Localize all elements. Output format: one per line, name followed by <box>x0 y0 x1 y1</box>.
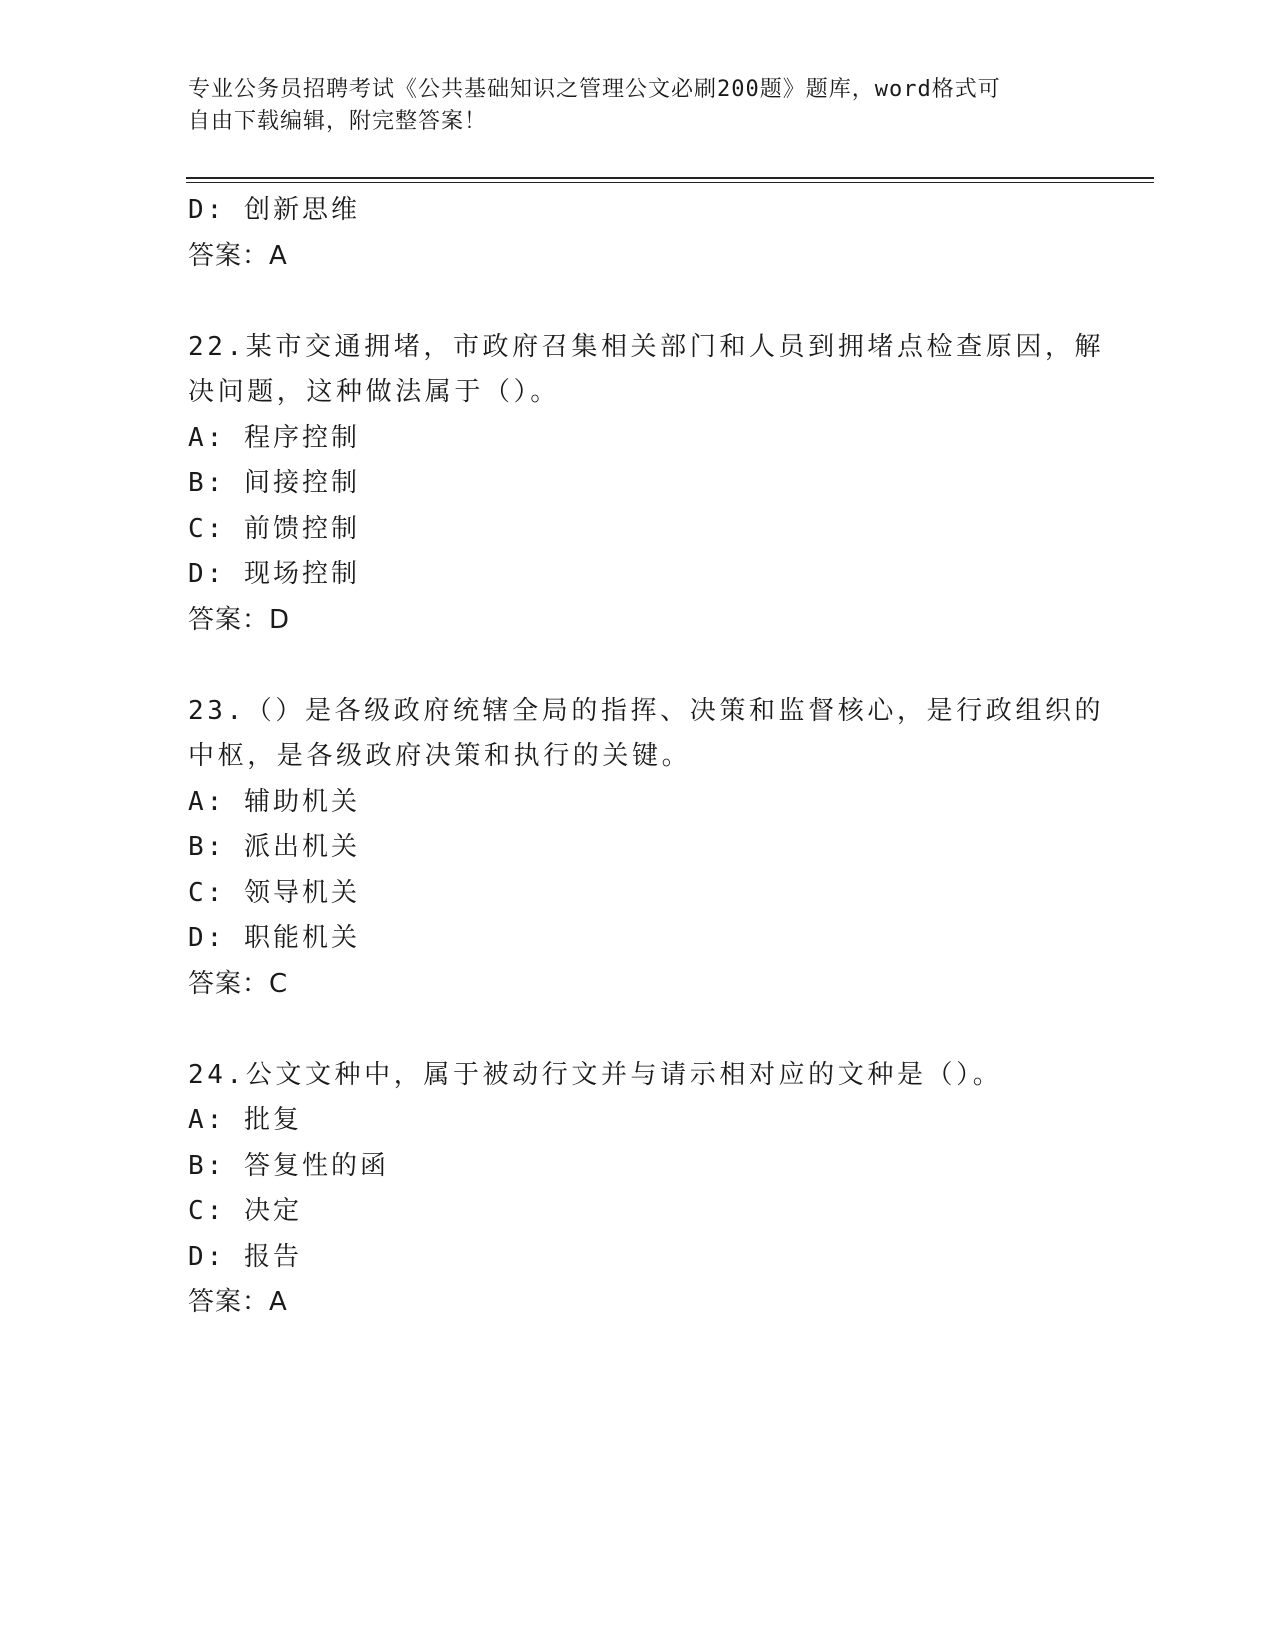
option-d: D: 报告 <box>188 1241 302 1272</box>
answer-line: 答案：A <box>188 240 288 271</box>
spacer <box>188 643 1088 689</box>
option-b: B: 答复性的函 <box>188 1150 389 1181</box>
page-header <box>188 74 1068 138</box>
option-d: D: 创新思维 <box>188 195 360 225</box>
option-a: A: 辅助机关 <box>188 786 360 817</box>
option-b: B: 间接控制 <box>188 468 360 498</box>
header-divider-thick <box>186 177 1154 179</box>
option-a: A: 批复 <box>188 1105 302 1135</box>
question-stem-continued: 中枢，是各级政府决策和执行的关键。 <box>188 741 692 771</box>
question-stem-continued: 决问题，这种做法属于（）。 <box>188 377 560 407</box>
question-23 <box>188 689 1105 1008</box>
option-c: C: 决定 <box>188 1196 302 1226</box>
question-stem: 24.公文文种中，属于被动行文并与请示相对应的文种是（）。 <box>188 1059 1003 1090</box>
answer-line: 答案：D <box>188 604 291 635</box>
spacer <box>188 279 1088 325</box>
option-b: B: 派出机关 <box>188 832 360 862</box>
header-divider-thin <box>186 182 1154 183</box>
option-d: D: 职能机关 <box>188 923 360 953</box>
answer-line: 答案：A <box>188 1287 288 1317</box>
question-22 <box>188 325 1105 644</box>
header-title-line-1: 专业公务员招聘考试《公共基础知识之管理公文必刷200题》题库，word格式可 <box>188 77 1001 102</box>
spacer <box>188 1007 1088 1053</box>
option-c: C: 前馈控制 <box>188 513 360 544</box>
question-list <box>188 188 1105 1326</box>
answer-line: 答案：C <box>188 968 289 999</box>
option-c: C: 领导机关 <box>188 877 360 908</box>
question-stem: 23.（）是各级政府统辖全局的指挥、决策和监督核心，是行政组织的 <box>188 695 1105 726</box>
question-stem: 22.某市交通拥堵，市政府召集相关部门和人员到拥堵点检查原因，解 <box>188 331 1105 362</box>
option-a: A: 程序控制 <box>188 422 360 453</box>
question-24 <box>188 1053 1088 1326</box>
header-title-line-2: 自由下载编辑，附完整答案！ <box>188 109 488 134</box>
option-d: D: 现场控制 <box>188 559 360 589</box>
